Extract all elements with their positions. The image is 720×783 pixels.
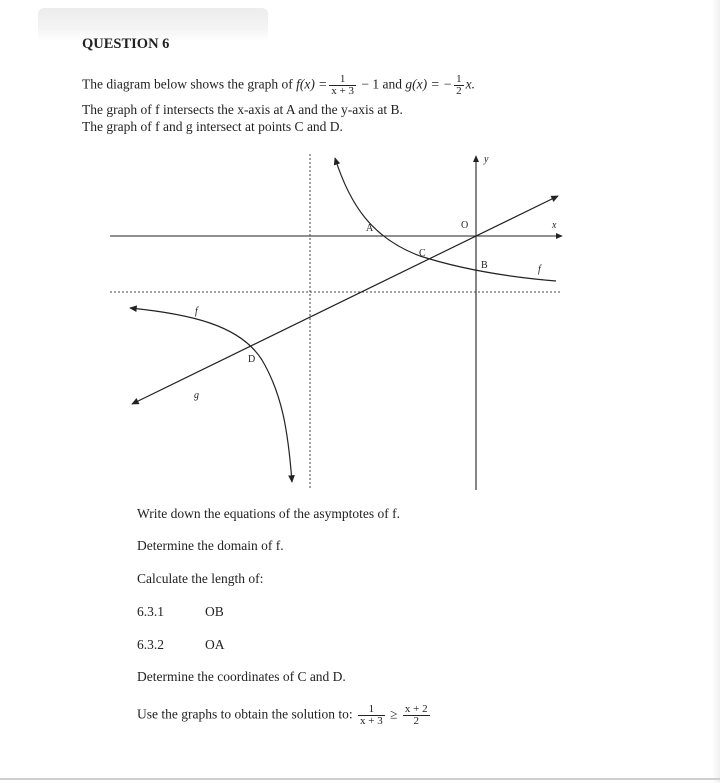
x-axis-label: x xyxy=(552,220,557,231)
inequality-left-num: 1 xyxy=(358,704,385,716)
f-denominator: x + 3 xyxy=(331,85,355,97)
intro-line-3: The graph of f and g intersect at points C and D. xyxy=(82,119,343,134)
subquestion-2: Determine the domain of f. xyxy=(137,538,284,553)
subquestion-3-2-text: OA xyxy=(205,637,225,652)
curve-f-right xyxy=(335,158,556,281)
subquestion-1 xyxy=(137,506,400,522)
f-tail: − 1 and xyxy=(361,76,402,92)
subquestion-5 xyxy=(137,704,432,727)
f-right-label: f xyxy=(538,264,541,275)
f-left-label: f xyxy=(195,306,198,317)
subquestion-3: Calculate the length of: xyxy=(137,571,264,586)
question-title: QUESTION 6 xyxy=(82,36,170,52)
point-c-label: C xyxy=(419,248,426,259)
y-axis-label: y xyxy=(484,154,489,165)
point-a-label: A xyxy=(366,223,374,234)
point-d-label: D xyxy=(248,354,256,365)
g-numerator: 1 xyxy=(456,73,462,85)
point-b-label: B xyxy=(481,260,488,271)
subquestion-3-1-number: 6.3.1 xyxy=(137,604,164,619)
subquestion-3-2-number: 6.3.2 xyxy=(137,637,164,652)
inequality-operator: ≥ xyxy=(390,706,398,722)
intro-prefix: The diagram below shows the graph of xyxy=(82,76,293,92)
g-lhs: g(x) = − xyxy=(405,76,453,92)
inequality-left-den: x + 3 xyxy=(359,715,383,727)
subquestion-5-text: Use the graphs to obtain the solution to: xyxy=(137,706,353,722)
inequality-right-fraction xyxy=(403,704,430,727)
inequality-right-den: 2 xyxy=(413,715,419,727)
g-denominator: 2 xyxy=(456,85,462,97)
subquestion-4: Determine the coordinates of C and D. xyxy=(137,669,346,684)
origin-label: O xyxy=(461,220,469,231)
subquestion-1-text: Write down the equations of the asymptotes of f. xyxy=(137,506,401,521)
curve-f-left xyxy=(130,308,292,482)
inequality-left-fraction xyxy=(358,704,385,727)
intro-line-2: The graph of f intersects the x-axis at A and the y-axis at B. xyxy=(82,102,403,117)
inequality-right-num: x + 2 xyxy=(404,703,428,715)
f-numerator: 1 xyxy=(329,74,356,86)
f-lhs: f(x) = xyxy=(296,76,328,92)
g-tail: x. xyxy=(465,76,475,92)
subquestion-3-1-text: OB xyxy=(205,604,224,619)
g-label: g xyxy=(194,390,199,401)
line-g xyxy=(132,196,558,404)
